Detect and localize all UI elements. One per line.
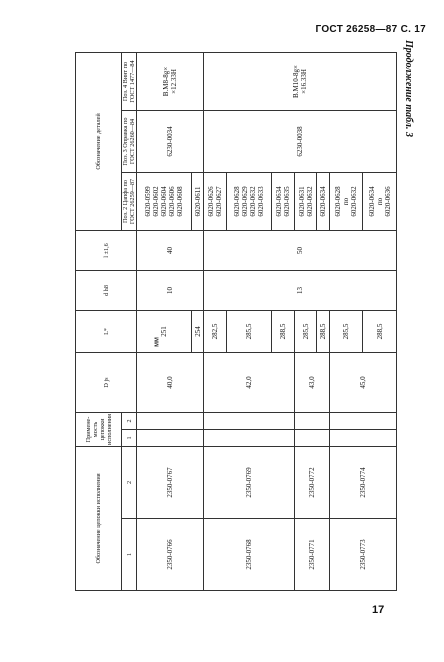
- pos3-cell: 6230-0038: [204, 110, 397, 172]
- dim-d: 10: [137, 270, 204, 310]
- dim-L: 282,5: [204, 310, 227, 352]
- pos2-value: 6020-0632: [349, 186, 358, 217]
- designation-2: 2350-0767: [137, 446, 204, 518]
- page-header: ГОСТ 26258—87 С. 17: [315, 24, 426, 35]
- dim-L: 288,5: [317, 310, 329, 352]
- pos2-value: 6020-0611: [193, 186, 202, 217]
- header-l: l ±1,6: [76, 230, 137, 270]
- pos2-value: 6020-0608: [176, 186, 185, 217]
- header-designation: Обозначение цепокки исполнения: [76, 446, 122, 590]
- dim-d: 13: [204, 270, 397, 310]
- pos2-cell: [227, 172, 271, 230]
- designation-2: 2350-0769: [204, 446, 294, 518]
- table-header-row: [76, 52, 122, 590]
- dim-D: 42,0: [204, 352, 294, 412]
- pos2-value: 6020-0632: [248, 186, 257, 217]
- page-number: 17: [372, 604, 385, 616]
- pos2-value: 6020-0627: [215, 186, 224, 217]
- designation-1: 2350-0768: [204, 519, 294, 591]
- header-D: D js: [76, 352, 137, 412]
- pos2-cell: [204, 172, 227, 230]
- dim-D: 43,0: [294, 352, 329, 412]
- pos2-cell: [329, 172, 363, 230]
- pos4-cell: В.М8-8g× ×12.33Н: [137, 52, 204, 110]
- dim-L: 251: [137, 310, 192, 352]
- pos4-cell: В.М10-8g× ×16.33Н: [204, 52, 397, 110]
- table-row: [137, 52, 192, 590]
- header-applicability: Примене-мость цепокки исполнения: [76, 412, 122, 446]
- table-caption: Продолжение табл. 3: [403, 40, 414, 138]
- applicability-2: [294, 412, 329, 429]
- pos2-value: 6020-0633: [256, 186, 265, 217]
- header-pos2: Поз. 2 Цапфа по ГОСТ 26259—87: [122, 172, 137, 230]
- designation-1: 2350-0771: [294, 519, 329, 591]
- dim-L: 288,5: [363, 310, 397, 352]
- pos2-value: по: [375, 197, 384, 206]
- dim-L: 285,5: [294, 310, 317, 352]
- applicability-1: [294, 429, 329, 446]
- header-col1: 1: [122, 519, 137, 591]
- pos2-value: по: [341, 197, 350, 206]
- header-parts: Обозначение деталей: [76, 52, 122, 230]
- table-row: [204, 52, 227, 590]
- applicability-2: [137, 412, 204, 429]
- applicability-1: [329, 429, 396, 446]
- pos2-value: 6020-0636: [383, 186, 392, 217]
- pos2-value: 6020-0626: [207, 186, 216, 217]
- pos2-value: 6020-0606: [168, 186, 177, 217]
- dim-l: 40: [137, 230, 204, 270]
- pos2-value: 6020-0635: [282, 186, 291, 217]
- pos2-value: 6020-0628: [333, 186, 342, 217]
- applicability-2: [204, 412, 294, 429]
- pos2-value: 6020-0634: [319, 186, 327, 217]
- applicability-2: [329, 412, 396, 429]
- pos2-value: 6020-0628: [232, 186, 241, 217]
- pos2-value: 6020-0629: [240, 186, 249, 217]
- designation-1: 2350-0766: [137, 519, 204, 591]
- pos2-value: 6020-0604: [160, 186, 169, 217]
- pos2-value: 6020-0632: [305, 186, 314, 217]
- header-col2: 2: [122, 446, 137, 518]
- pos2-cell: [294, 172, 317, 230]
- designation-1: 2350-0773: [329, 519, 396, 591]
- pos2-value: 6020-0602: [152, 186, 161, 217]
- dimensions-table: [75, 52, 397, 591]
- rotated-table-frame: [75, 53, 397, 591]
- dim-L: 285,5: [227, 310, 271, 352]
- dim-L: 288,5: [271, 310, 294, 352]
- pos3-cell: 6230-0034: [137, 110, 204, 172]
- dim-L: 285,5: [329, 310, 363, 352]
- pos2-cell: [192, 172, 204, 230]
- pos2-cell: [137, 172, 192, 230]
- pos2-cell: [317, 172, 329, 230]
- header-d: d h8: [76, 270, 137, 310]
- pos2-value: 6020-0634: [367, 186, 376, 217]
- pos2-cell: [271, 172, 294, 230]
- designation-2: 2350-0774: [329, 446, 396, 518]
- applicability-1: [137, 429, 204, 446]
- dim-D: 40,0: [137, 352, 204, 412]
- dim-D: 45,0: [329, 352, 396, 412]
- pos2-value: 6020-0631: [297, 186, 306, 217]
- pos2-value: 6020-0634: [274, 186, 283, 217]
- header-app1: 1: [122, 429, 137, 446]
- header-pos3: Поз. 3 Оправка по ГОСТ 26260—84: [122, 110, 137, 172]
- dim-L: 254: [192, 310, 204, 352]
- header-L: L*: [76, 310, 137, 352]
- header-pos4: Поз. 4 Винт по ГОСТ 1477—84: [122, 52, 137, 110]
- header-app2: 2: [122, 412, 137, 429]
- pos2-cell: [363, 172, 397, 230]
- unit-label: мм: [153, 337, 161, 347]
- dim-l: 50: [204, 230, 397, 270]
- designation-2: 2350-0772: [294, 446, 329, 518]
- pos2-value: 6020-0599: [144, 186, 153, 217]
- applicability-1: [204, 429, 294, 446]
